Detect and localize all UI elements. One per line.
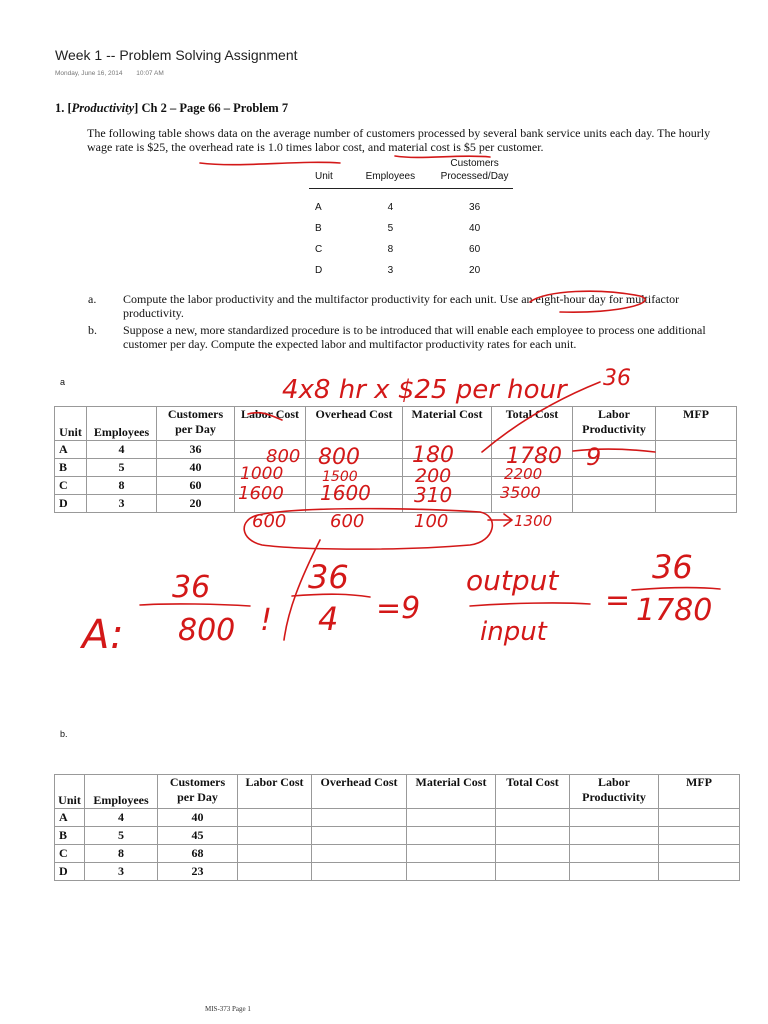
- part-a-label: a: [60, 377, 66, 387]
- cell-unit: D: [55, 863, 85, 881]
- cell-customers: 20: [157, 495, 235, 513]
- cell-employees: 3: [87, 495, 157, 513]
- ink-eq-equals: =: [605, 583, 631, 618]
- cell-customers: 36: [157, 441, 235, 459]
- page-title: Week 1 -- Problem Solving Assignment: [55, 47, 298, 63]
- ink-note-36: 36: [603, 366, 631, 391]
- cell-employees: 5: [85, 827, 158, 845]
- cell-customers: 40: [157, 459, 235, 477]
- ink-eq-den2: 4: [318, 600, 339, 638]
- scribble-eight-hour: [530, 291, 645, 312]
- cell-unit: B: [55, 827, 85, 845]
- ref-header-unit: Unit: [309, 157, 357, 189]
- ref-cell: 40: [469, 223, 481, 234]
- col-customers: Customers per Day: [157, 407, 235, 441]
- ink-overhead-cost: 1600: [320, 481, 371, 505]
- col-labor-productivity: Labor Productivity: [573, 407, 656, 441]
- problem-reference: ] Ch 2 – Page 66 – Problem 7: [134, 101, 289, 115]
- col-mfp: MFP: [656, 407, 737, 441]
- ink-labor-cost: 1600: [238, 483, 284, 504]
- ink-total-cost: 1780: [506, 444, 562, 469]
- col-employees: Employees: [87, 407, 157, 441]
- question-text: Compute the labor productivity and the multifactor productivity for each unit. Use an eight-hour day for multifactor productivity.: [123, 292, 680, 320]
- ref-cell: 36: [469, 202, 481, 213]
- ref-cell: 5: [387, 223, 394, 234]
- ref-cell: A: [315, 202, 322, 213]
- col-mfp: MFP: [659, 775, 740, 809]
- ink-material-cost: 310: [414, 483, 453, 507]
- ink-total-cost: 1300: [514, 512, 553, 530]
- ink-labor-cost: 800: [266, 446, 301, 467]
- ink-material-cost: 100: [414, 511, 449, 532]
- col-overhead-cost: Overhead Cost: [312, 775, 407, 809]
- cell-unit: A: [55, 441, 87, 459]
- cell-customers: 40: [158, 809, 238, 827]
- cell-employees: 3: [85, 863, 158, 881]
- ink-overhead-cost: 600: [330, 511, 365, 532]
- cell-employees: 4: [85, 809, 158, 827]
- col-labor-productivity: Labor Productivity: [570, 775, 659, 809]
- problem-topic: Productivity: [71, 101, 135, 115]
- ink-material-cost: 180: [412, 443, 454, 468]
- ink-total-cost: 2200: [504, 465, 543, 483]
- page-footer: MIS-373 Page 1: [205, 1005, 251, 1013]
- ink-eq-num2: 36: [308, 558, 349, 596]
- ink-eq-output: output: [466, 564, 559, 597]
- col-material-cost: Material Cost: [407, 775, 496, 809]
- ink-eq-den1: 800: [178, 613, 236, 648]
- ref-cell: 3: [387, 265, 394, 276]
- ink-overhead-cost: 800: [318, 445, 360, 470]
- ink-eq-num1: 36: [172, 570, 211, 605]
- col-labor-cost: Labor Cost: [238, 775, 312, 809]
- page-time: 10:07 AM: [136, 70, 164, 77]
- ref-cell: D: [315, 265, 323, 276]
- question-text: Suppose a new, more standardized procedure is to be introduced that will enable each employee to process one additional customer per day. Compute the expected labor and multifactor productivity rates for each unit.: [123, 323, 706, 351]
- fraction-line-4: [632, 588, 720, 590]
- ink-eq-den3: 1780: [636, 593, 713, 628]
- ref-cell: 60: [469, 244, 481, 255]
- ink-eq-prefix: A:: [82, 612, 124, 658]
- ink-labor-cost: 1000: [240, 464, 284, 484]
- ref-cell: 8: [387, 244, 394, 255]
- col-customers: Customers per Day: [158, 775, 238, 809]
- cell-customers: 45: [158, 827, 238, 845]
- ink-eq-result: =9: [376, 591, 421, 626]
- cell-customers: 60: [157, 477, 235, 495]
- cell-employees: 5: [87, 459, 157, 477]
- cell-customers: 68: [158, 845, 238, 863]
- col-total-cost: Total Cost: [492, 407, 573, 441]
- ink-top-note: 4x8 hr x $25 per hour: [282, 375, 567, 405]
- ink-material-cost: 200: [415, 465, 452, 487]
- col-labor-cost: Labor Cost: [235, 407, 306, 441]
- cell-employees: 8: [85, 845, 158, 863]
- ref-cell: 4: [387, 202, 394, 213]
- col-overhead-cost: Overhead Cost: [306, 407, 403, 441]
- cell-unit: B: [55, 459, 87, 477]
- cell-employees: 4: [87, 441, 157, 459]
- col-total-cost: Total Cost: [496, 775, 570, 809]
- col-employees: Employees: [85, 775, 158, 809]
- ref-cell: C: [315, 244, 323, 255]
- col-unit: Unit: [55, 407, 87, 441]
- ink-eq-num3: 36: [652, 548, 693, 586]
- problem-intro: The following table shows data on the average number of customers processed by several bank service units each day. The hourly wage rate is $25, the overhead rate is 1.0 times labor cost, and material cost is $5 per customer.: [87, 126, 711, 154]
- problem-heading: 1. [Productivity] Ch 2 – Page 66 – Problem 7: [55, 101, 289, 115]
- ink-total-cost: 3500: [500, 483, 541, 502]
- col-material-cost: Material Cost: [403, 407, 492, 441]
- question-label: b.: [88, 323, 97, 337]
- ink-eq-bang: !: [260, 603, 273, 638]
- question-label: a.: [88, 292, 97, 306]
- cell-unit: D: [55, 495, 87, 513]
- fraction-line-3: [470, 603, 590, 606]
- ink-labor-prod-a: 9: [586, 443, 602, 471]
- underline-overhead: [200, 162, 340, 164]
- ink-eq-input: input: [480, 617, 547, 647]
- ink-labor-cost: 600: [252, 511, 287, 532]
- cell-unit: C: [55, 477, 87, 495]
- cell-unit: C: [55, 845, 85, 863]
- ref-header-employees: Employees: [357, 157, 425, 189]
- ref-cell: 20: [469, 265, 481, 276]
- col-unit: Unit: [55, 775, 85, 809]
- cell-employees: 8: [87, 477, 157, 495]
- underline-material: [395, 156, 490, 157]
- page-date: Monday, June 16, 2014: [55, 70, 123, 77]
- top-note-stroke: [248, 413, 282, 420]
- cell-customers: 23: [158, 863, 238, 881]
- cell-unit: A: [55, 809, 85, 827]
- problem-number: 1.: [55, 101, 65, 115]
- part-b-label: b.: [60, 729, 68, 739]
- ref-header-customers: Customers Processed/Day: [424, 157, 513, 189]
- ink-overhead-cost: 1500: [322, 469, 358, 485]
- ref-cell: B: [315, 223, 322, 234]
